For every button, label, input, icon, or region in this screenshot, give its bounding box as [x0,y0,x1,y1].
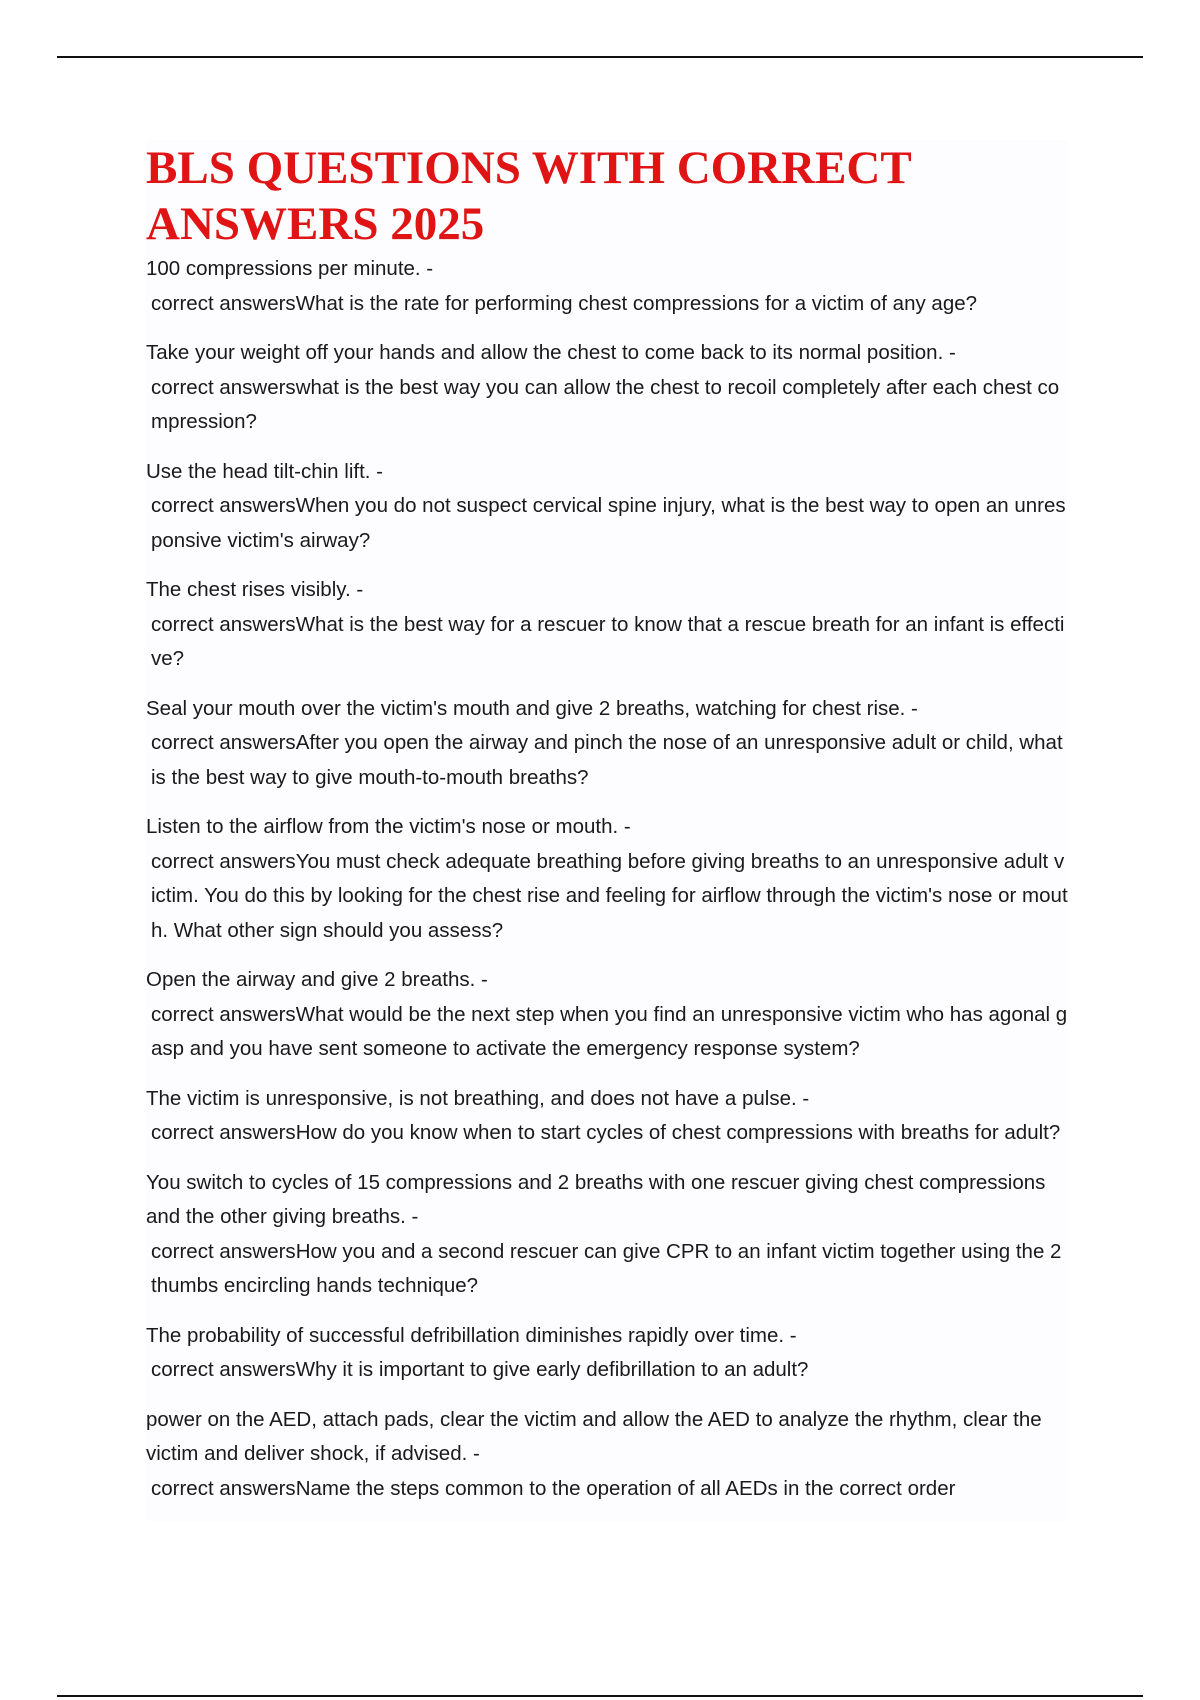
document-title: BLS QUESTIONS WITH CORRECT ANSWERS 2025 [146,142,911,250]
answer-text: power on the AED, attach pads, clear the victim and allow the AED to analyze the rhythm, clear the victim and deliver shock, if advised. - [146,1407,1042,1465]
question-text: How you and a second rescuer can give CPR to an infant victim together using the 2 thumbs encircling hands technique? [151,1239,1062,1297]
question-prefix: correct answers [151,291,296,315]
qa-item [146,1166,1068,1304]
answer-text: The probability of successful defribillation diminishes rapidly over time. - [146,1323,797,1347]
qa-item [146,692,1068,796]
question-prefix: correct answers [151,375,296,399]
answer-text: Take your weight off your hands and allow the chest to come back to its normal position. - [146,341,956,364]
answer-text: The chest rises visibly. - [146,578,364,601]
question-line [146,998,1068,1067]
answer-text: You switch to cycles of 15 compressions and 2 breaths with one rescuer giving chest compressions and the other giving breaths. - [146,1170,1046,1228]
question-text: Name the steps common to the operation of all AEDs in the correct order [295,1476,956,1500]
question-prefix: correct answers [151,731,296,754]
top-rule [57,56,1143,58]
question-line [146,845,1068,949]
qa-item [146,1319,1068,1388]
qa-item [146,1403,1068,1507]
question-prefix: correct answers [151,612,296,636]
answer-text: Listen to the airflow from the victim's nose or mouth. - [146,815,631,838]
question-text: You must check adequate breathing before giving breaths to an unresponsive adult victim. You do this by looking for the chest rise and feeling for airflow through the victim's nose or mouth. What other sign should you assess? [151,849,1068,942]
question-prefix: correct answers [151,849,296,873]
answer-text: Open the airway and give 2 breaths. - [146,968,488,991]
document-body [146,140,1068,1521]
question-text: When you do not suspect cervical spine injury, what is the best way to open an unresponsive victim's airway? [151,494,1066,552]
qa-item [146,810,1068,948]
answer-text: Use the head tilt-chin lift. - [146,459,383,483]
question-text: what is the best way you can allow the chest to recoil completely after each chest compression? [151,375,1060,433]
question-text: What is the rate for performing chest compressions for a victim of any age? [295,291,978,315]
question-line [146,726,1068,795]
qa-item [146,455,1068,559]
answer-text: 100 compressions per minute. - [146,257,434,280]
question-text: What is the best way for a rescuer to know that a rescue breath for an infant is effective? [151,612,1065,670]
qa-item [146,336,1068,440]
answer-text: Seal your mouth over the victim's mouth and give 2 breaths, watching for chest rise. - [146,696,918,720]
question-line [146,1235,1068,1304]
bottom-rule [57,1695,1143,1697]
question-text: After you open the airway and pinch the nose of an unresponsive adult or child, what is the best way to give mouth-to-mouth breaths? [151,731,1063,789]
question-line [146,1116,1068,1151]
question-prefix: correct answers [151,1121,296,1144]
question-text: What would be the next step when you find an unresponsive victim who has agonal gasp and you have sent someone to activate the emergency response system? [151,1002,1068,1060]
question-line [146,287,1068,322]
question-line [146,371,1068,440]
question-prefix: correct answers [151,1476,296,1500]
question-line [146,1353,1068,1388]
question-line [146,608,1068,677]
question-prefix: correct answers [151,1239,296,1263]
qa-item [146,963,1068,1067]
question-text: How do you know when to start cycles of chest compressions with breaths for adult? [295,1121,1061,1144]
qa-item [146,1082,1068,1151]
question-text: Why it is important to give early defibrillation to an adult? [295,1358,809,1381]
question-prefix: correct answers [151,1002,296,1026]
question-prefix: correct answers [151,1358,296,1381]
answer-text: The victim is unresponsive, is not breathing, and does not have a pulse. - [146,1086,810,1110]
question-line [146,489,1068,558]
question-line [146,1472,1068,1507]
question-prefix: correct answers [151,494,296,517]
qa-item [146,573,1068,677]
qa-item [146,252,1068,321]
